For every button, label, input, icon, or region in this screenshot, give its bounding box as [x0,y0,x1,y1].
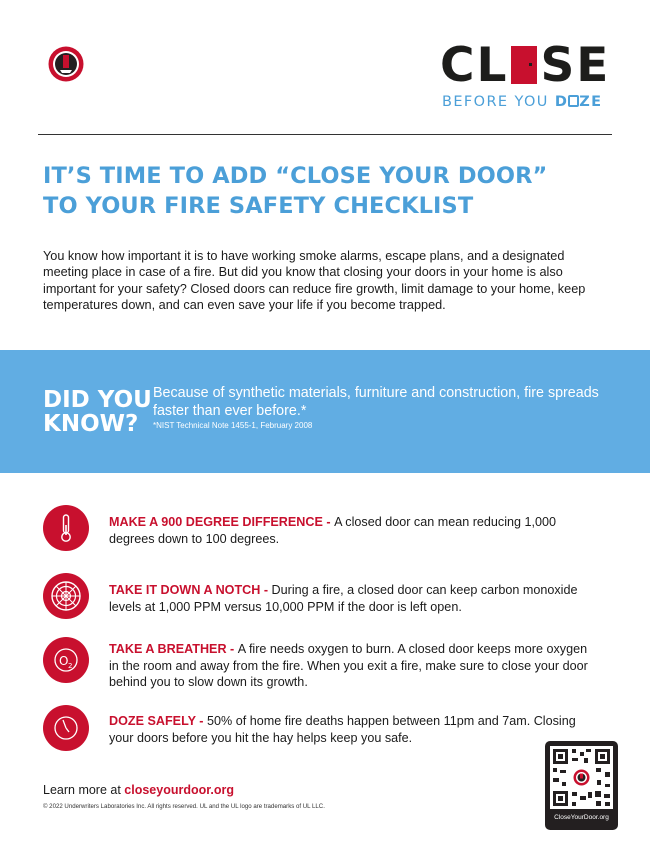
logo-tagline: BEFORE YOU D ZE [442,94,603,110]
did-you-know-band [0,350,650,473]
oxygen-icon [43,637,89,683]
did-you-know-citation: *NIST Technical Note 1455-1, February 2008 [153,421,313,430]
door-outline-icon [568,95,579,107]
website-link[interactable]: closeyourdoor.org [124,783,235,797]
svg-text:O: O [59,654,69,668]
logo-wordmark: CL SE [440,38,611,93]
did-you-know-fact: Because of synthetic materials, furniture and construction, fire spreads faster than ever before.* [153,385,599,419]
ul-fsri-seal [48,46,84,82]
door-icon [511,43,537,81]
vent-icon [43,573,89,619]
qr-code [550,746,613,809]
clock-icon [43,705,89,751]
intro-paragraph: You know how important it is to have working smoke alarms, escape plans, and a designated meeting place in case of a fire. But did you know that closing your doors in your home is also important for your safety? Closed doors can reduce fire growth, limit damage to your home, keep temperatures down, and can even save your life if you become trapped. [43,249,586,312]
thermometer-icon [43,505,89,551]
copyright-notice: © 2022 Underwriters Laboratories Inc. All rights reserved. UL and the UL logo are trademarks of UL LLC. [43,803,325,810]
divider [38,134,612,135]
did-you-know-heading: DID YOU KNOW? [43,387,152,437]
learn-more: Learn more at closeyourdoor.org [43,783,235,797]
page-title: IT’S TIME TO ADD “CLOSE YOUR DOOR” TO YOUR FIRE SAFETY CHECKLIST [43,163,548,219]
qr-code-card[interactable] [545,741,618,830]
svg-text:2: 2 [68,662,73,670]
close-before-you-doze-logo [440,38,611,112]
qr-caption: CloseYourDoor.org [554,814,609,821]
